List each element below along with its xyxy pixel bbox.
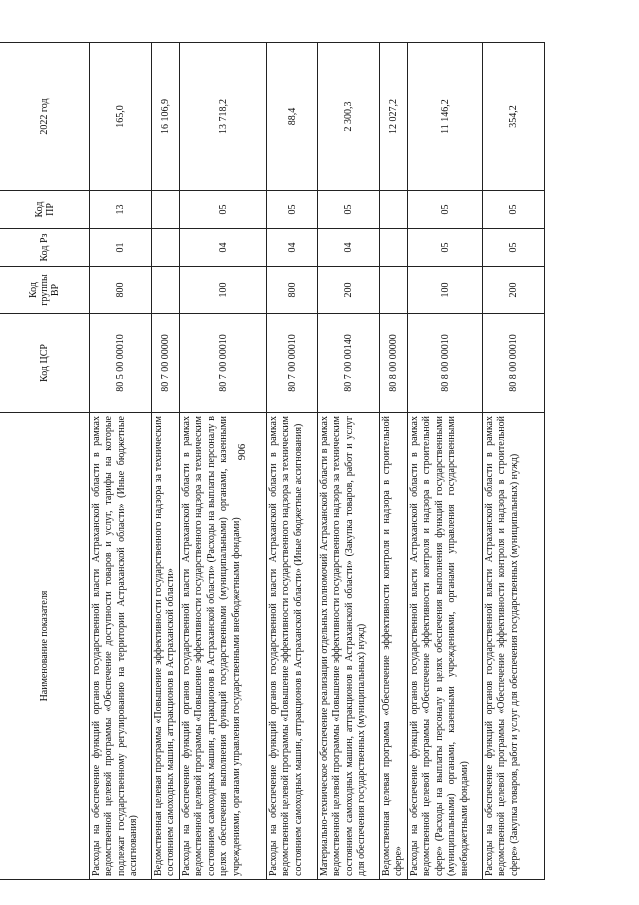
- row-value: 2 300,3: [318, 43, 380, 191]
- row-name: Материально-техническое обеспечение реализации отдельных полномочий Астраханской области в рамках ведомственной целевой программы «Повышение эффективности государственного надзора за техническим состоянием самоходных машин, аттракционов в Астраханской области» (Закупка товаров, работ и услуг для обеспечения государственных (муниципальных) нужд): [318, 413, 380, 880]
- row-value: 88,4: [267, 43, 318, 191]
- row-name: Ведомственная целевая программа «Повышение эффективности государственного надзора за техническим состоянием самоходных машин, аттракционов в Астраханской области»: [152, 413, 180, 880]
- row-csr: 80 7 00 00010: [267, 314, 318, 413]
- row-name: Расходы на обеспечение функций органов государственной власти Астраханской области в рамках ведомственной целевой программы «Повышение эффективности государственного надзора за техническим состоянием самоходных машин, аттракционов в Астраханской области» (Иные бюджетные ассигнования): [267, 413, 318, 880]
- row-rz: [152, 229, 180, 267]
- row-name: Расходы на обеспечение функций органов государственной власти Астраханской области в рамках ведомственной целевой программы «Обеспечение доступности товаров и услуг, тарифы на которые подлежат государственному регулированию на территории Астраханской области» (Иные бюджетные ассигнования): [90, 413, 152, 880]
- row-pr: [380, 191, 408, 229]
- row-vr: [152, 267, 180, 314]
- row-value: 11 146,2: [408, 43, 483, 191]
- row-name: Расходы на обеспечение функций органов государственной власти Астраханской области в рамках ведомственной целевой программы «Повышение эффективности государственного надзора за техническим состоянием самоходных машин, аттракционов в Астраханской области» (Расходы на выплаты персоналу в целях обеспечения выполнения функций государственными (муниципальными) органами, казенными учреждениями, органами управления государственными внебюджетными фондами): [180, 413, 267, 880]
- row-rz: 04: [180, 229, 267, 267]
- table-row: [318, 43, 380, 880]
- row-pr: 05: [483, 191, 545, 229]
- row-value: 165,0: [90, 43, 152, 191]
- row-pr: [152, 191, 180, 229]
- table-row: [180, 43, 267, 880]
- table-row: [380, 43, 408, 880]
- row-value: 13 718,2: [180, 43, 267, 191]
- row-vr: 200: [483, 267, 545, 314]
- row-vr: 800: [90, 267, 152, 314]
- budget-table-rotated: [0, 43, 520, 880]
- table-row: [408, 43, 483, 880]
- row-pr: 05: [318, 191, 380, 229]
- row-pr: 13: [90, 191, 152, 229]
- row-name: Расходы на обеспечение функций органов государственной власти Астраханской области в рамках ведомственной целевой программы «Обеспечение эффективности контроля и надзора в строительной сфере» (Расходы на выплаты персоналу в целях обеспечения выполнения функций государственными (муниципальными) органами, казенными учреждениями, органами управления государственными внебюджетными фондами): [408, 413, 483, 880]
- row-rz: 05: [408, 229, 483, 267]
- row-vr: 100: [180, 267, 267, 314]
- row-value: 16 106,9: [152, 43, 180, 191]
- page-number: 906: [236, 443, 248, 461]
- row-csr: 80 8 00 00010: [408, 314, 483, 413]
- budget-table: [0, 42, 545, 880]
- row-value: 354,2: [483, 43, 545, 191]
- header-csr: Код ЦСР: [0, 314, 90, 413]
- row-vr: [380, 267, 408, 314]
- table-row: [152, 43, 180, 880]
- header-vr: Код группы ВР: [0, 267, 90, 314]
- row-name: Расходы на обеспечение функций органов государственной власти Астраханской области в рамках ведомственной целевой программы «Обеспечение эффективности контроля и надзора в строительной сфере» (Закупка товаров, работ и услуг для обеспечения государственных (муниципальных) нужд): [483, 413, 545, 880]
- header-pr: Код ПР: [0, 191, 90, 229]
- row-pr: 05: [267, 191, 318, 229]
- row-rz: 04: [318, 229, 380, 267]
- row-pr: 05: [180, 191, 267, 229]
- table-row: [90, 43, 152, 880]
- header-name: Наименование показателя: [0, 413, 90, 880]
- header-year: 2022 год: [0, 43, 90, 191]
- row-rz: 01: [90, 229, 152, 267]
- header-rz: Код Рз: [0, 229, 90, 267]
- row-vr: 800: [267, 267, 318, 314]
- row-csr: 80 7 00 00000: [152, 314, 180, 413]
- row-rz: [380, 229, 408, 267]
- row-rz: 05: [483, 229, 545, 267]
- row-value: 12 027,2: [380, 43, 408, 191]
- row-csr: 80 7 00 00140: [318, 314, 380, 413]
- row-pr: 05: [408, 191, 483, 229]
- row-vr: 200: [318, 267, 380, 314]
- row-rz: 04: [267, 229, 318, 267]
- row-csr: 80 8 00 00000: [380, 314, 408, 413]
- row-csr: 80 5 00 00010: [90, 314, 152, 413]
- row-csr: 80 7 00 00010: [180, 314, 267, 413]
- row-name: Ведомственная целевая программа «Обеспечение эффективности контроля и надзора в строительной сфере»: [380, 413, 408, 880]
- row-vr: 100: [408, 267, 483, 314]
- table-row: [483, 43, 545, 880]
- header-row: [0, 43, 90, 880]
- table-row: [267, 43, 318, 880]
- row-csr: 80 8 00 00010: [483, 314, 545, 413]
